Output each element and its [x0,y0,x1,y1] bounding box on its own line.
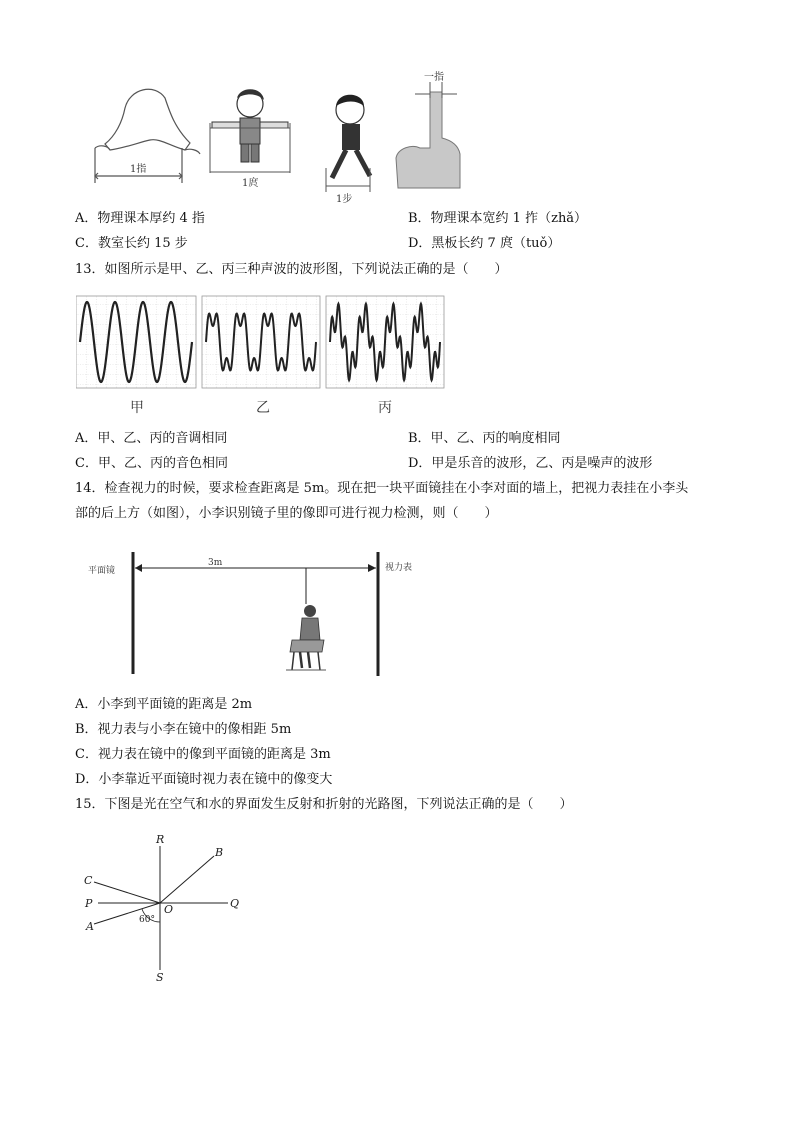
arrow-head-left [135,564,142,572]
label-1zhi: 1指 [130,164,147,175]
label-b: B [215,846,224,859]
q14-option-c: C．视力表在镜中的像到平面镜的距离是 3m [75,747,331,762]
q14-option-a: A．小李到平面镜的距离是 2m [75,697,253,712]
boy-walking-illustration [326,95,370,192]
label-q: Q [230,897,240,910]
label-s: S [156,971,164,984]
distance-label: 3m [208,558,223,568]
seated-girl-illustration [286,605,326,670]
q14-stem-line2: 部的后上方（如图），小李识别镜子里的像即可进行视力检测，则（ ） [75,506,498,521]
q13-option-b: B．甲、乙、丙的响度相同 [408,431,561,446]
hand-width-illustration [95,89,200,183]
boy-arm-span-illustration [210,89,290,173]
q14-option-b: B．视力表与小李在镜中的像相距 5m [75,722,292,737]
q13-waveforms [76,294,446,418]
wave-panel-jia [76,296,196,388]
label-p: P [85,897,93,910]
wave-panel-yi [202,296,320,388]
label-angle: 60° [139,915,155,925]
label-1zha: 1庹 [242,178,259,189]
q14-stem-line1: 14．检查视力的时候，要求检查距离是 5m。现在把一块平面镜挂在小李对面的墙上，把视力表挂在小李头 [75,481,689,496]
q12-option-a: A．物理课本厚约 4 指 [75,211,205,226]
q15-ray-diagram [80,830,250,985]
label-o: O [164,903,174,916]
wave-label-bing: 丙 [378,400,392,416]
ray-ob [160,856,214,903]
q13-option-c: C．甲、乙、丙的音色相同 [75,456,228,471]
label-a: A [86,920,94,933]
mirror-label: 平面镜 [88,566,116,576]
q15-stem: 15．下图是光在空气和水的界面发生反射和折射的光路图，下列说法正确的是（ ） [75,797,573,812]
ray-oc [94,882,160,903]
label-c: C [84,874,93,887]
wave-label-yi: 乙 [256,400,270,416]
finger-width-illustration [396,82,460,188]
q13-option-a: A．甲、乙、丙的音调相同 [75,431,228,446]
q14-option-d: D．小李靠近平面镜时视力表在镜中的像变大 [75,772,333,787]
q12-option-c: C．教室长约 15 步 [75,236,188,251]
chart-label: 视力表 [385,563,413,573]
q13-option-d: D．甲是乐音的波形，乙、丙是噪声的波形 [408,456,653,471]
arrow-head-right [368,564,376,572]
q12-figure [80,68,480,208]
wave-panel-bing [326,296,444,388]
label-1bu: 1步 [336,194,353,205]
q13-stem: 13．如图所示是甲、乙、丙三种声波的波形图，下列说法正确的是（ ） [75,262,508,277]
wave-label-jia: 甲 [130,400,144,416]
q12-option-b: B．物理课本宽约 1 拃（zhǎ） [408,211,588,226]
label-yizhi: 一指 [424,72,444,83]
q12-option-d: D．黑板长约 7 庹（tuǒ） [408,236,561,251]
label-r: R [156,833,165,846]
q14-figure [80,548,440,678]
